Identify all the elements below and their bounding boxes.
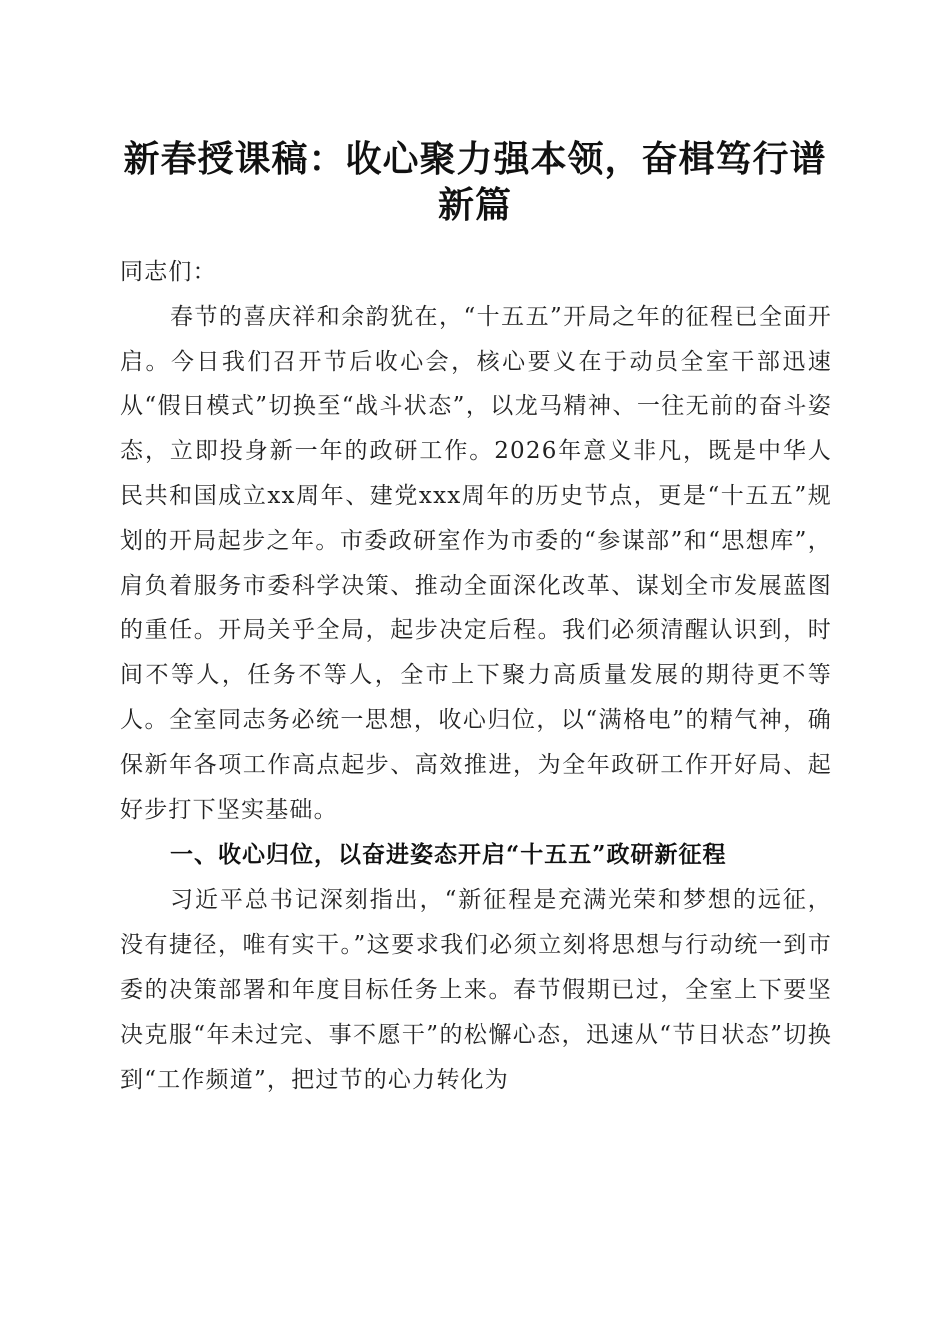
document-body [120, 250, 832, 1102]
intro-paragraph: 春节的喜庆祥和余韵犹在，“十五五”开局之年的征程已全面开启。今日我们召开节后收心会，核心要义在于动员全室干部迅速从“假日模式”切换至“战斗状态”，以龙马精神、一往无前的奋斗姿态，立即投身新一年的政研工作。2026年意义非凡，既是中华人民共和国成立xx周年、建党xxx周年的历史节点，更是“十五五”规划的开局起步之年。市委政研室作为市委的“参谋部”和“思想库”，肩负着服务市委科学决策、推动全面深化改革、谋划全市发展蓝图的重任。开局关乎全局，起步决定后程。我们必须清醒认识到，时间不等人，任务不等人，全市上下聚力高质量发展的期待更不等人。全室同志务必统一思想，收心归位，以“满格电”的精气神，确保新年各项工作高点起步、高效推进，为全年政研工作开好局、起好步打下坚实基础。 [120, 303, 832, 823]
section-paragraph-1: 习近平总书记深刻指出，“新征程是充满光荣和梦想的远征，没有捷径，唯有实干。”这要求我们必须立刻将思想与行动统一到市委的决策部署和年度目标任务上来。春节假期已过，全室上下要坚决克服“年未过完、事不愿干”的松懈心态，迅速从“节日状态”切换到“工作频道”，把过节的心力转化为 [120, 887, 832, 1093]
salutation: 同志们： [120, 259, 217, 285]
section-heading-1: 一、收心归位，以奋进姿态开启“十五五”政研新征程 [170, 841, 727, 869]
document-title: 新春授课稿：收心聚力强本领，奋楫笃行谱新篇 [123, 138, 827, 226]
